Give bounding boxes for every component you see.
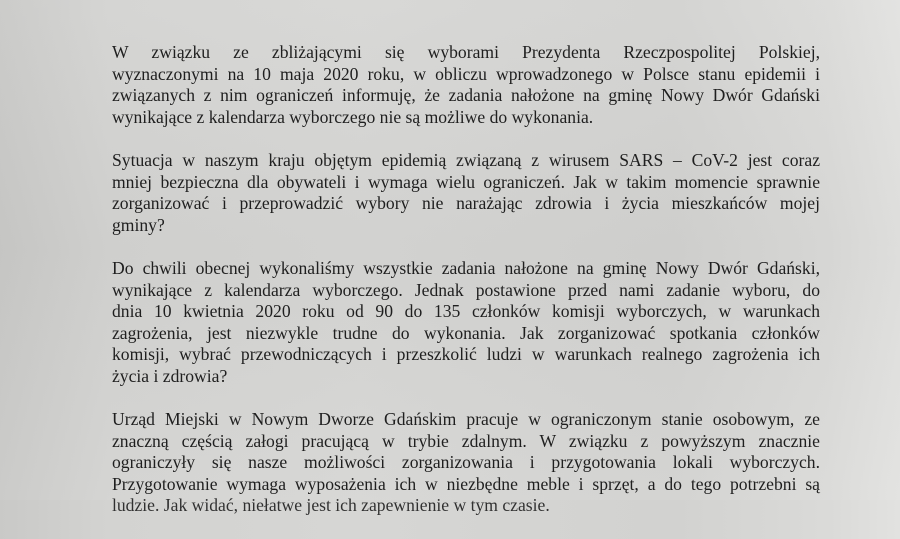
letter-body <box>112 42 820 539</box>
text-line: wynikające z kalendarza wyborczego. Jednak postawione przed nami zadanie wyboru, do <box>112 279 820 300</box>
text-line: wyznaczonymi na 10 maja 2020 roku, w obliczu wprowadzonego w Polsce stanu epidemii i <box>112 63 820 84</box>
text-line: Przygotowanie wymaga wyposażenia ich w niezbędne meble i sprzęt, a do tego potrzebni są <box>112 473 820 494</box>
text-line: związanych z nim ograniczeń informuję, że zadania nałożone na gminę Nowy Dwór Gdański <box>112 85 820 106</box>
text-line: znaczną częścią załogi pracującą w trybie zdalnym. W związku z powyższym znacznie <box>112 430 820 451</box>
text-line: życia i zdrowia? <box>112 365 228 386</box>
text-line: W związku ze zbliżającymi się wyborami Prezydenta Rzeczpospolitej Polskiej, <box>112 42 820 62</box>
text-line-clipped: ludzie. Jak widać, niełatwe jest ich zapewnienie w tym czasie. <box>112 495 550 516</box>
text-line: Urząd Miejski w Nowym Dworze Gdańskim pracuje w ograniczonym stanie osobowym, ze <box>112 409 820 430</box>
text-line: gminy? <box>112 214 165 235</box>
text-line: mniej bezpieczna dla obywateli i wymaga wielu ograniczeń. Jak w takim momencie sprawnie <box>112 171 820 192</box>
paragraph-epidemic-situation <box>112 150 820 236</box>
paragraph-commission-tasks <box>112 258 820 388</box>
text-line: Sytuacja w naszym kraju objętym epidemią związaną z wirusem SARS – CoV-2 jest coraz <box>112 149 820 170</box>
text-line: komisji, wybrać przewodniczących i przeszkolić ludzi w warunkach realnego zagrożenia ich <box>112 344 820 365</box>
paragraph-office-staffing <box>112 409 820 517</box>
text-line: dnia 10 kwietnia 2020 roku od 90 do 135 członków komisji wyborczych, w warunkach <box>112 301 820 322</box>
text-line: Do chwili obecnej wykonaliśmy wszystkie zadania nałożone na gminę Nowy Dwór Gdański, <box>112 257 820 278</box>
paragraph-elections-intro <box>112 42 820 128</box>
text-line: wynikające z kalendarza wyborczego nie są możliwe do wykonania. <box>112 106 594 127</box>
text-line: ograniczyły się nasze możliwości zorganizowania i przygotowania lokali wyborczych. <box>112 452 820 473</box>
text-line: zorganizować i przeprowadzić wybory nie narażając zdrowia i życia mieszkańców mojej <box>112 193 820 214</box>
text-line: zagrożenia, jest niezwykle trudne do wykonania. Jak zorganizować spotkania członków <box>112 322 820 343</box>
